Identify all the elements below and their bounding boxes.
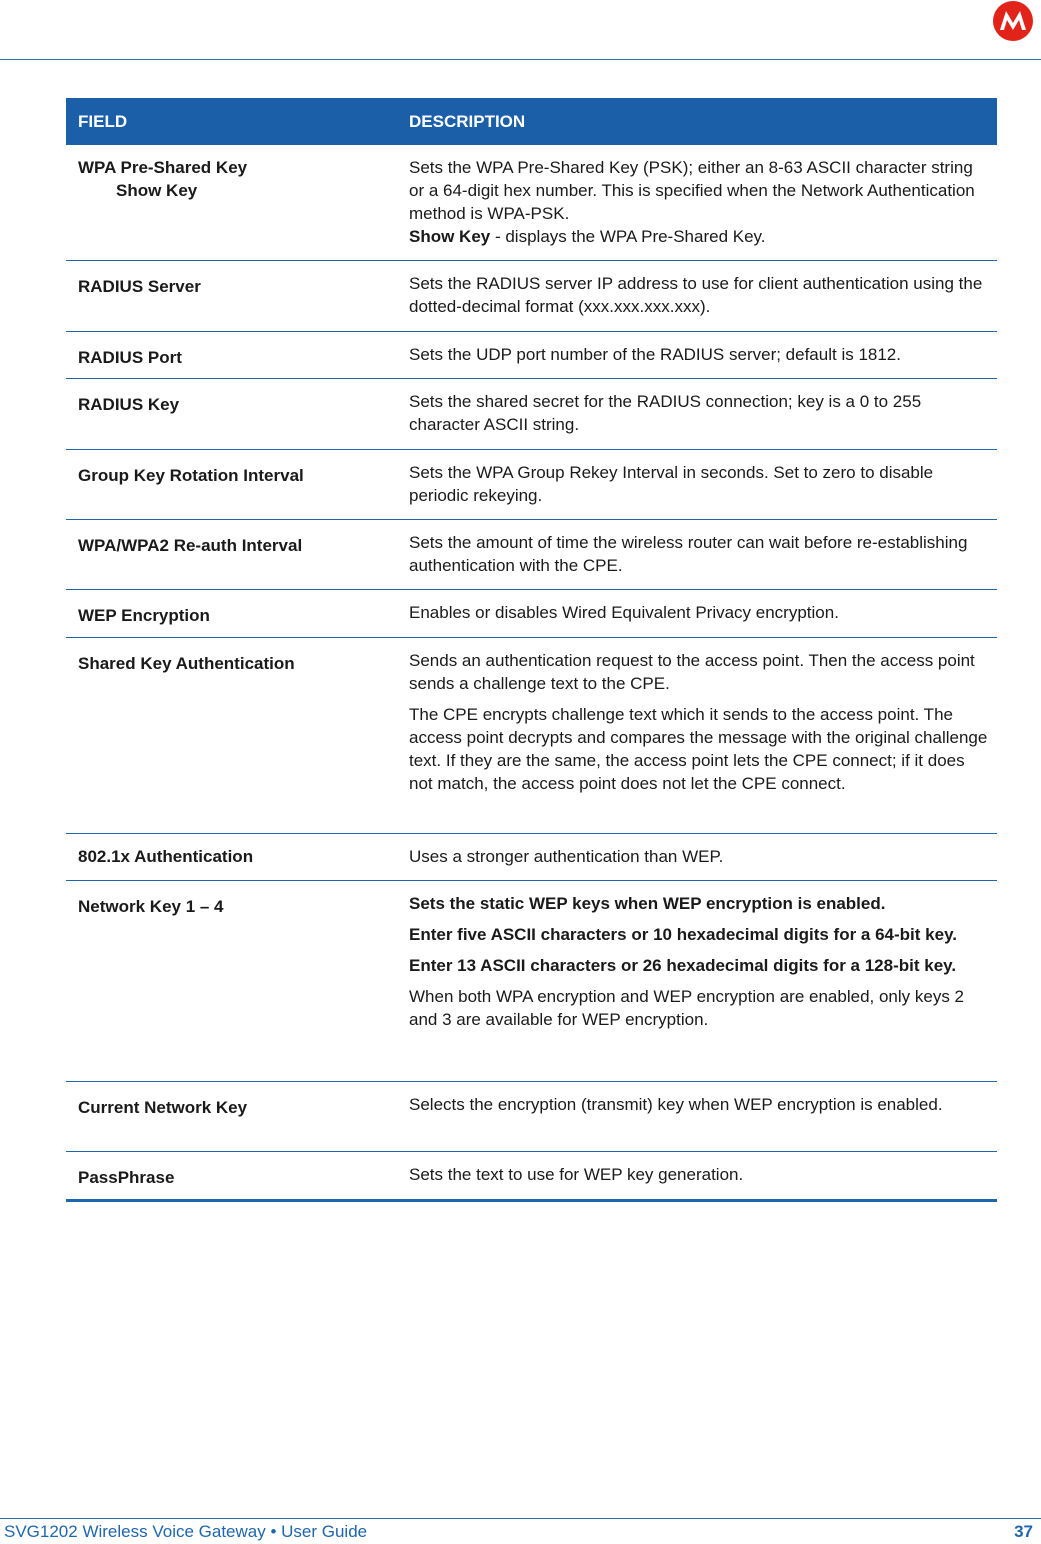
field-name: WPA/WPA2 Re-auth Interval: [78, 536, 303, 555]
description-text: Selects the encryption (transmit) key when WEP encryption is enabled.: [409, 1095, 943, 1114]
description-text: Sets the text to use for WEP key generation.: [409, 1165, 744, 1184]
description-text: Sends an authentication request to the access point. Then the access point sends a challenge text to the CPE.: [409, 651, 975, 693]
description-text: Enables or disables Wired Equivalent Privacy encryption.: [409, 603, 839, 622]
field-subname: Show Key: [116, 181, 198, 200]
table-row: [66, 378, 997, 449]
column-header-field: FIELD: [78, 111, 128, 131]
description-cell: [397, 638, 997, 833]
table-row: [66, 637, 997, 833]
description-text: When both WPA encryption and WEP encryption are enabled, only keys 2 and 3 are available for WEP encryption.: [409, 987, 965, 1029]
table-row: [66, 1081, 997, 1151]
field-description-table: [66, 98, 997, 1202]
field-name: Group Key Rotation Interval: [78, 466, 304, 485]
description-text: [409, 954, 989, 977]
field-name: RADIUS Server: [78, 277, 201, 296]
table-row: [66, 1151, 997, 1199]
field-cell: [66, 145, 397, 260]
description-text: Sets the WPA Group Rekey Interval in seconds. Set to zero to disable periodic rekeying.: [409, 463, 934, 505]
description-text: Sets the UDP port number of the RADIUS server; default is 1812.: [409, 345, 901, 364]
description-bold: Enter 13 ASCII characters or 26 hexadecimal digits for a 128-bit key.: [409, 956, 957, 975]
description-cell: [397, 881, 997, 1081]
description-cell: [397, 261, 997, 331]
field-name: Shared Key Authentication: [78, 654, 295, 673]
table-row: [66, 449, 997, 519]
description-bold: Enter five ASCII characters or 10 hexadecimal digits for a 64-bit key.: [409, 925, 957, 944]
description-text: Sets the shared secret for the RADIUS connection; key is a 0 to 255 character ASCII string.: [409, 392, 922, 434]
description-text: [409, 923, 989, 946]
field-name: 802.1x Authentication: [78, 847, 254, 866]
table-row: [66, 331, 997, 378]
table-row: [66, 589, 997, 637]
table-row: [66, 880, 997, 1081]
description-cell: [397, 590, 997, 637]
description-cell: [397, 332, 997, 378]
description-cell: [397, 520, 997, 589]
field-name: Current Network Key: [78, 1098, 248, 1117]
description-cell: [397, 1152, 997, 1199]
field-name: RADIUS Port: [78, 348, 182, 367]
description-cell: [397, 1082, 997, 1151]
description-text: The CPE encrypts challenge text which it sends to the access point. The access point decrypts and compares the message with the original challenge text. If they are the same, the access point lets the CPE connect; if it does not match, the access point does not let the CPE connect.: [409, 705, 988, 793]
description-rest: - displays the WPA Pre-Shared Key.: [490, 227, 766, 246]
description-text: [409, 892, 989, 915]
description-cell: [397, 145, 997, 260]
page-number: 37: [1014, 1522, 1033, 1541]
description-text: Uses a stronger authentication than WEP.: [409, 847, 724, 866]
table-header: [66, 98, 997, 145]
description-bold: Sets the static WEP keys when WEP encryption is enabled.: [409, 894, 886, 913]
table-row: [66, 145, 997, 260]
table-row: [66, 519, 997, 589]
description-text: Sets the RADIUS server IP address to use for client authentication using the dotted-decimal format (xxx.xxx.xxx.xxx).: [409, 274, 983, 316]
description-cell: [397, 450, 997, 519]
field-name: WEP Encryption: [78, 606, 210, 625]
header-rule: [0, 59, 1041, 60]
description-cell: [397, 379, 997, 449]
column-header-description: DESCRIPTION: [409, 111, 526, 131]
description-cell: [397, 834, 997, 880]
footer-title: SVG1202 Wireless Voice Gateway • User Guide: [4, 1522, 368, 1541]
field-name: Network Key 1 – 4: [78, 897, 224, 916]
table-row: [66, 833, 997, 880]
field-name: PassPhrase: [78, 1168, 175, 1187]
motorola-logo-icon: [993, 1, 1033, 41]
description-bold: Show Key: [409, 227, 491, 246]
field-name: RADIUS Key: [78, 395, 180, 414]
field-name: WPA Pre-Shared Key: [78, 158, 248, 177]
description-text: Sets the amount of time the wireless router can wait before re-establishing authentication with the CPE.: [409, 533, 968, 575]
table-row: [66, 260, 997, 331]
description-text: Sets the WPA Pre-Shared Key (PSK); either an 8-63 ASCII character string or a 64-digit hex number. This is specified when the Network Authentication method is WPA-PSK.: [409, 158, 975, 223]
description-text: [409, 225, 989, 248]
footer-rule: [0, 1518, 1041, 1519]
